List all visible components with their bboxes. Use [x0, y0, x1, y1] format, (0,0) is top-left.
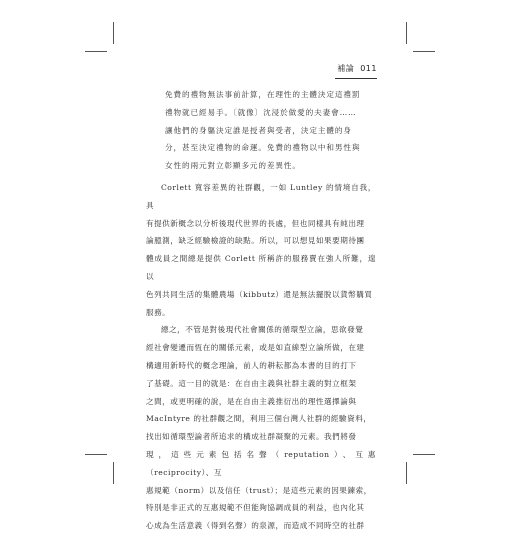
paragraph-line: 經社會變遷而恆在的關係元素，或是如直線型立論所做，在建 [146, 343, 365, 353]
paragraph-line: 了基礎。這一目的就是：在自由主義與社群主義的對立框架 [146, 378, 357, 388]
quote-line: 免費的禮物無法事前計算，在理性的主體決定這禮罰 [165, 90, 361, 99]
running-header [337, 63, 377, 74]
crop-mark-bottom-left-h [85, 454, 107, 455]
paragraph-line: 體成員之間總是提供 Corlett 所稱許的服務賣在強人所難，遑以 [146, 254, 376, 281]
crop-mark-top-left-v [113, 22, 114, 44]
paragraph-line: 構適用新時代的概念理論，前人的耕耘都為本書的目的打下 [146, 360, 357, 370]
paragraph-line: Corlett 寬容差異的社群觀，一如 Luntley 的情境自我，具 [146, 183, 376, 210]
paragraph-line: 服務。 [146, 307, 171, 317]
paragraph-line: 現，這些元素包括名聲（reputation）、互惠（reciprocity）、互 [146, 449, 376, 477]
paragraph-line: 有提供新概念以分析後現代世界的長處，但也同樣具有純出理 [146, 218, 365, 228]
paragraph-line: 找出如循環型論者所追求的構成社群凝聚的元素。我們將發 [146, 432, 357, 442]
crop-mark-bottom-left-v [113, 462, 114, 484]
quote-line: 禮物就已經易手。〔就像〕沈浸於做愛的夫妻會…… [165, 107, 357, 117]
paragraph-line: 總之，不管是對後現代社會關係的循環型立論，思欲發覺 [161, 325, 364, 335]
section-title: 補論 [337, 64, 355, 73]
paragraph-line: 之間，或更明確的說，是在自由主義推衍出的理性選擇論與 [146, 396, 357, 406]
paragraph-line: MacIntyre 的社群觀之間，利用三個台灣人社群的經驗資料， [146, 414, 372, 424]
body-text [146, 179, 376, 535]
crop-mark-top-left-h [85, 51, 107, 52]
quote-line: 女性的兩元對立彰顯多元的差異性。 [165, 161, 301, 171]
header-rule [335, 78, 377, 79]
quote-line: 分，甚至決定禮物的命運。免費的禮物以中和男性與 [165, 143, 361, 153]
paragraph-line: 特別是非正式的互惠規範不但能夠協調成員的利益，也內化其 [146, 503, 365, 513]
crop-mark-top-right-h [413, 51, 435, 52]
page-number: 011 [360, 64, 377, 73]
quote-line: 讓他們的身軀決定誰是授者與受者，決定主體的身 [165, 125, 352, 135]
crop-mark-top-right-v [406, 22, 407, 44]
paragraph-line: 色列共同生活的集體農場（kibbutz）還是無法擺脫以貨幣購買 [146, 289, 373, 299]
paragraph-line: 論臆測，缺乏經驗檢證的缺點。所以，可以想見如果要期待團 [146, 236, 365, 246]
crop-mark-bottom-right-v [406, 462, 407, 484]
block-quote [165, 86, 370, 175]
crop-mark-bottom-right-h [413, 454, 435, 455]
paragraph-line: 心成為生活意義（得到名聲）的泉源，而造成不同時空的社群 [146, 521, 365, 531]
paragraph-line: 惠規範（norm）以及信任（trust）；是這些元素的因果鍊索， [146, 485, 372, 495]
